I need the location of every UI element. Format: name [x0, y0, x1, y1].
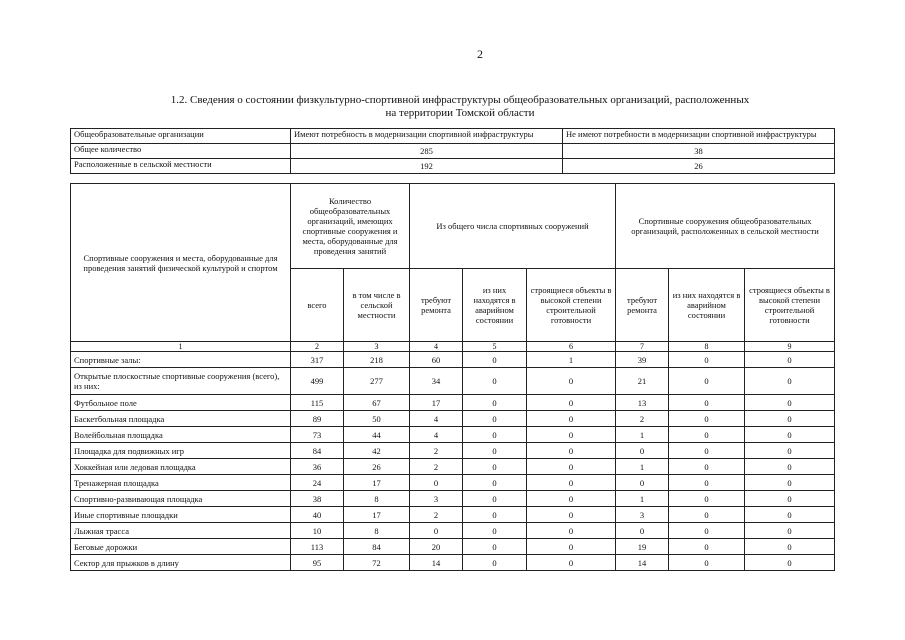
- summary-header-no-need: Не имеют потребности в модернизации спортивной инфраструктуры: [563, 129, 835, 144]
- row-value: 0: [463, 459, 527, 475]
- row-value: 20: [410, 539, 463, 555]
- row-value: 0: [463, 411, 527, 427]
- row-value: 2: [410, 443, 463, 459]
- row-value: 0: [463, 491, 527, 507]
- summary-need-value: 192: [291, 159, 563, 174]
- header-repair-rural: требуют ремонта: [616, 269, 669, 342]
- row-value: 0: [745, 427, 835, 443]
- row-value: 19: [616, 539, 669, 555]
- row-value: 0: [463, 352, 527, 368]
- data-rows: [71, 352, 835, 571]
- row-value: 115: [291, 395, 344, 411]
- row-value: 73: [291, 427, 344, 443]
- row-value: 0: [745, 491, 835, 507]
- row-value: 4: [410, 411, 463, 427]
- row-value: 0: [669, 539, 745, 555]
- row-value: 0: [527, 539, 616, 555]
- row-value: 60: [410, 352, 463, 368]
- row-value: 36: [291, 459, 344, 475]
- row-value: 84: [291, 443, 344, 459]
- row-value: 3: [616, 507, 669, 523]
- column-number: 3: [344, 342, 410, 352]
- row-value: 0: [669, 368, 745, 395]
- table-row: [71, 475, 835, 491]
- row-value: 0: [463, 368, 527, 395]
- row-value: 0: [745, 368, 835, 395]
- row-value: 0: [463, 539, 527, 555]
- row-value: 0: [669, 352, 745, 368]
- summary-row: [71, 159, 835, 174]
- row-value: 0: [669, 555, 745, 571]
- table-row: [71, 539, 835, 555]
- row-value: 21: [616, 368, 669, 395]
- row-value: 0: [463, 507, 527, 523]
- page-title: [0, 94, 905, 120]
- summary-table: [70, 128, 835, 174]
- row-value: 14: [410, 555, 463, 571]
- row-value: 0: [527, 475, 616, 491]
- row-value: 0: [669, 411, 745, 427]
- header-construction-rural: строящиеся объекты в высокой степени строительной готовности: [745, 269, 835, 342]
- row-value: 0: [616, 475, 669, 491]
- row-value: 0: [410, 475, 463, 491]
- summary-header-need: Имеют потребность в модернизации спортивной инфраструктуры: [291, 129, 563, 144]
- row-value: 0: [669, 475, 745, 491]
- row-value: 2: [616, 411, 669, 427]
- row-value: 0: [527, 443, 616, 459]
- row-name: Волейбольная площадка: [71, 427, 291, 443]
- header-row-1: [71, 184, 835, 269]
- row-value: 277: [344, 368, 410, 395]
- row-name: Футбольное поле: [71, 395, 291, 411]
- row-value: 0: [463, 427, 527, 443]
- row-value: 113: [291, 539, 344, 555]
- row-value: 17: [344, 475, 410, 491]
- row-value: 2: [410, 507, 463, 523]
- row-value: 0: [527, 523, 616, 539]
- column-number: 4: [410, 342, 463, 352]
- row-value: 4: [410, 427, 463, 443]
- row-value: 40: [291, 507, 344, 523]
- row-value: 3: [410, 491, 463, 507]
- header-emergency-rural: из них находятся в аварийном состоянии: [669, 269, 745, 342]
- column-number: 9: [745, 342, 835, 352]
- header-total-group: Из общего числа спортивных сооружений: [410, 184, 616, 269]
- column-number-row: [71, 342, 835, 352]
- table-row: [71, 368, 835, 395]
- row-value: 0: [527, 427, 616, 443]
- table-row: [71, 459, 835, 475]
- row-value: 317: [291, 352, 344, 368]
- row-value: 0: [527, 507, 616, 523]
- row-value: 0: [616, 523, 669, 539]
- row-value: 17: [410, 395, 463, 411]
- row-value: 0: [745, 507, 835, 523]
- row-name: Иные спортивные площадки: [71, 507, 291, 523]
- row-value: 0: [669, 395, 745, 411]
- row-value: 44: [344, 427, 410, 443]
- row-value: 0: [463, 443, 527, 459]
- table-row: [71, 395, 835, 411]
- row-value: 0: [410, 523, 463, 539]
- title-line-2: на территории Томской области: [385, 107, 535, 119]
- header-facilities: Спортивные сооружения и места, оборудованные для проведения занятий физической культурой и спортом: [71, 184, 291, 342]
- row-value: 0: [527, 555, 616, 571]
- row-value: 72: [344, 555, 410, 571]
- row-value: 0: [463, 475, 527, 491]
- table-row: [71, 507, 835, 523]
- row-value: 1: [616, 459, 669, 475]
- summary-row-label: Общее количество: [71, 144, 291, 159]
- summary-header-row: [71, 129, 835, 144]
- row-name: Лыжная трасса: [71, 523, 291, 539]
- row-value: 0: [745, 443, 835, 459]
- title-line-1: 1.2. Сведения о состоянии физкультурно-спортивной инфраструктуры общеобразовательных организаций, расположенных: [170, 94, 750, 106]
- row-value: 1: [616, 491, 669, 507]
- row-value: 10: [291, 523, 344, 539]
- row-value: 34: [410, 368, 463, 395]
- table-row: [71, 555, 835, 571]
- row-value: 0: [527, 459, 616, 475]
- row-value: 89: [291, 411, 344, 427]
- row-value: 38: [291, 491, 344, 507]
- row-name: Открытые плоскостные спортивные сооружения (всего), из них:: [71, 368, 291, 395]
- header-all: всего: [291, 269, 344, 342]
- row-value: 24: [291, 475, 344, 491]
- row-value: 8: [344, 523, 410, 539]
- row-value: 0: [669, 427, 745, 443]
- row-value: 0: [616, 443, 669, 459]
- table-row: [71, 443, 835, 459]
- table-row: [71, 411, 835, 427]
- row-value: 26: [344, 459, 410, 475]
- summary-row: [71, 144, 835, 159]
- header-repair: требуют ремонта: [410, 269, 463, 342]
- table-row: [71, 523, 835, 539]
- row-value: 0: [745, 555, 835, 571]
- row-name: Тренажерная площадка: [71, 475, 291, 491]
- row-name: Сектор для прыжков в длину: [71, 555, 291, 571]
- row-value: 0: [669, 491, 745, 507]
- summary-no-need-value: 38: [563, 144, 835, 159]
- row-value: 0: [745, 475, 835, 491]
- row-value: 499: [291, 368, 344, 395]
- row-value: 0: [745, 352, 835, 368]
- summary-need-value: 285: [291, 144, 563, 159]
- page-number: 2: [477, 47, 483, 61]
- row-value: 0: [669, 523, 745, 539]
- row-value: 0: [745, 523, 835, 539]
- row-value: 50: [344, 411, 410, 427]
- column-number: 5: [463, 342, 527, 352]
- row-value: 39: [616, 352, 669, 368]
- row-value: 0: [463, 555, 527, 571]
- table-row: [71, 491, 835, 507]
- row-value: 67: [344, 395, 410, 411]
- row-value: 0: [527, 395, 616, 411]
- column-number: 7: [616, 342, 669, 352]
- row-value: 0: [745, 459, 835, 475]
- row-value: 1: [527, 352, 616, 368]
- row-value: 13: [616, 395, 669, 411]
- table-row: [71, 427, 835, 443]
- row-value: 0: [527, 368, 616, 395]
- row-value: 0: [745, 395, 835, 411]
- row-name: Хоккейная или ледовая площадка: [71, 459, 291, 475]
- row-value: 0: [745, 539, 835, 555]
- row-name: Спортивно-развивающая площадка: [71, 491, 291, 507]
- row-name: Спортивные залы:: [71, 352, 291, 368]
- row-value: 8: [344, 491, 410, 507]
- row-value: 42: [344, 443, 410, 459]
- row-value: 218: [344, 352, 410, 368]
- facilities-table: [70, 183, 835, 571]
- row-value: 14: [616, 555, 669, 571]
- row-value: 0: [463, 523, 527, 539]
- row-value: 0: [745, 411, 835, 427]
- header-emergency: из них находятся в аварийном состоянии: [463, 269, 527, 342]
- column-number: 8: [669, 342, 745, 352]
- row-name: Беговые дорожки: [71, 539, 291, 555]
- column-number: 1: [71, 342, 291, 352]
- row-name: Площадка для подвижных игр: [71, 443, 291, 459]
- row-value: 2: [410, 459, 463, 475]
- column-number: 6: [527, 342, 616, 352]
- row-value: 84: [344, 539, 410, 555]
- summary-row-label: Расположенные в сельской местности: [71, 159, 291, 174]
- row-value: 0: [669, 459, 745, 475]
- row-value: 1: [616, 427, 669, 443]
- row-value: 0: [527, 491, 616, 507]
- header-rural: в том числе в сельской местности: [344, 269, 410, 342]
- row-value: 17: [344, 507, 410, 523]
- row-name: Баскетбольная площадка: [71, 411, 291, 427]
- summary-no-need-value: 26: [563, 159, 835, 174]
- row-value: 0: [669, 443, 745, 459]
- header-count-group: Количество общеобразовательных организаций, имеющих спортивные сооружения и места, оборудованные для проведения занятий: [291, 184, 410, 269]
- header-rural-group: Спортивные сооружения общеобразовательных организаций, расположенных в сельской местности: [616, 184, 835, 269]
- row-value: 0: [669, 507, 745, 523]
- row-value: 0: [463, 395, 527, 411]
- header-construction: строящиеся объекты в высокой степени строительной готовности: [527, 269, 616, 342]
- row-value: 95: [291, 555, 344, 571]
- column-number: 2: [291, 342, 344, 352]
- summary-header-label: Общеобразовательные организации: [71, 129, 291, 144]
- table-row: [71, 352, 835, 368]
- row-value: 0: [527, 411, 616, 427]
